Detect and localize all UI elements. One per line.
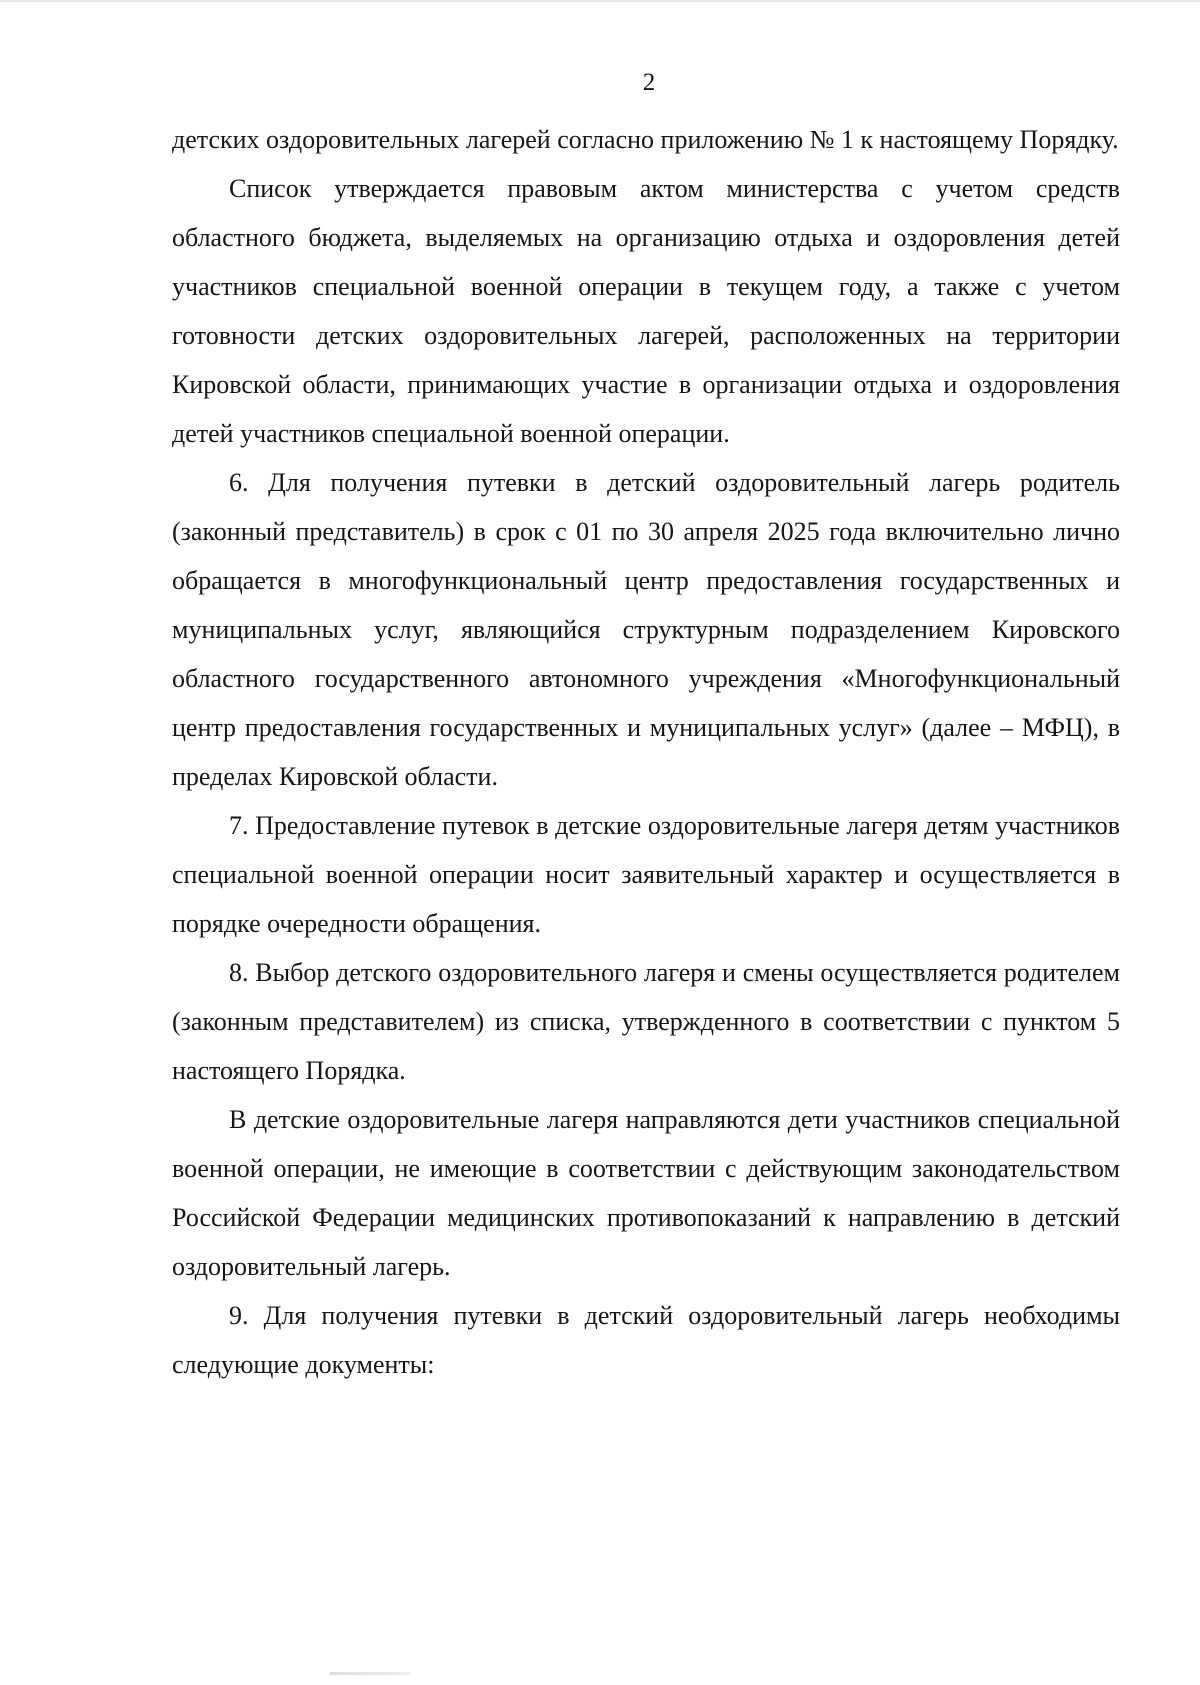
paragraph-item-9: 9. Для получения путевки в детский оздоровительный лагерь необходимы следующие документы: xyxy=(172,1301,1120,1379)
paragraph-continuation: детских оздоровительных лагерей согласно приложению № 1 к настоящему Порядку. xyxy=(172,125,1119,154)
scan-edge xyxy=(0,0,1200,2)
paragraph-item-7: 7. Предоставление путевок в детские оздоровительные лагеря детям участников специальной военной операции носит заявительный характер и осуществляется в порядке очередности обращения. xyxy=(172,811,1120,938)
paragraph-list-approval: Список утверждается правовым актом министерства с учетом средств областного бюджета, выделяемых на организацию отдыха и оздоровления детей участников специальной военной операции в текущем году, а также с учетом готовности детских оздоровительных лагерей, расположенных на территории Кировской области, принимающих участие в организации отдыха и оздоровления детей участников специальной военной операции. xyxy=(172,174,1120,448)
document-body xyxy=(172,115,1120,1389)
page-number: 2 xyxy=(642,69,656,96)
paragraph-medical-condition: В детские оздоровительные лагеря направляются дети участников специальной военной операции, не имеющие в соответствии с действующим законодательством Российской Федерации медицинских противопоказаний к направлению в детский оздоровительный лагерь. xyxy=(172,1105,1120,1281)
scan-artifact xyxy=(330,1672,410,1675)
paragraph-item-8: 8. Выбор детского оздоровительного лагеря и смены осуществляется родителем (законным представителем) из списка, утвержденного в соответствии с пунктом 5 настоящего Порядка. xyxy=(172,958,1120,1085)
paragraph-item-6: 6. Для получения путевки в детский оздоровительный лагерь родитель (законный представитель) в срок с 01 по 30 апреля 2025 года включительно лично обращается в многофункциональный центр предоставления государственных и муниципальных услуг, являющийся структурным подразделением Кировского областного государственного автономного учреждения «Многофункциональный центр предоставления государственных и муниципальных услуг» (далее – МФЦ), в пределах Кировской области. xyxy=(172,468,1120,791)
